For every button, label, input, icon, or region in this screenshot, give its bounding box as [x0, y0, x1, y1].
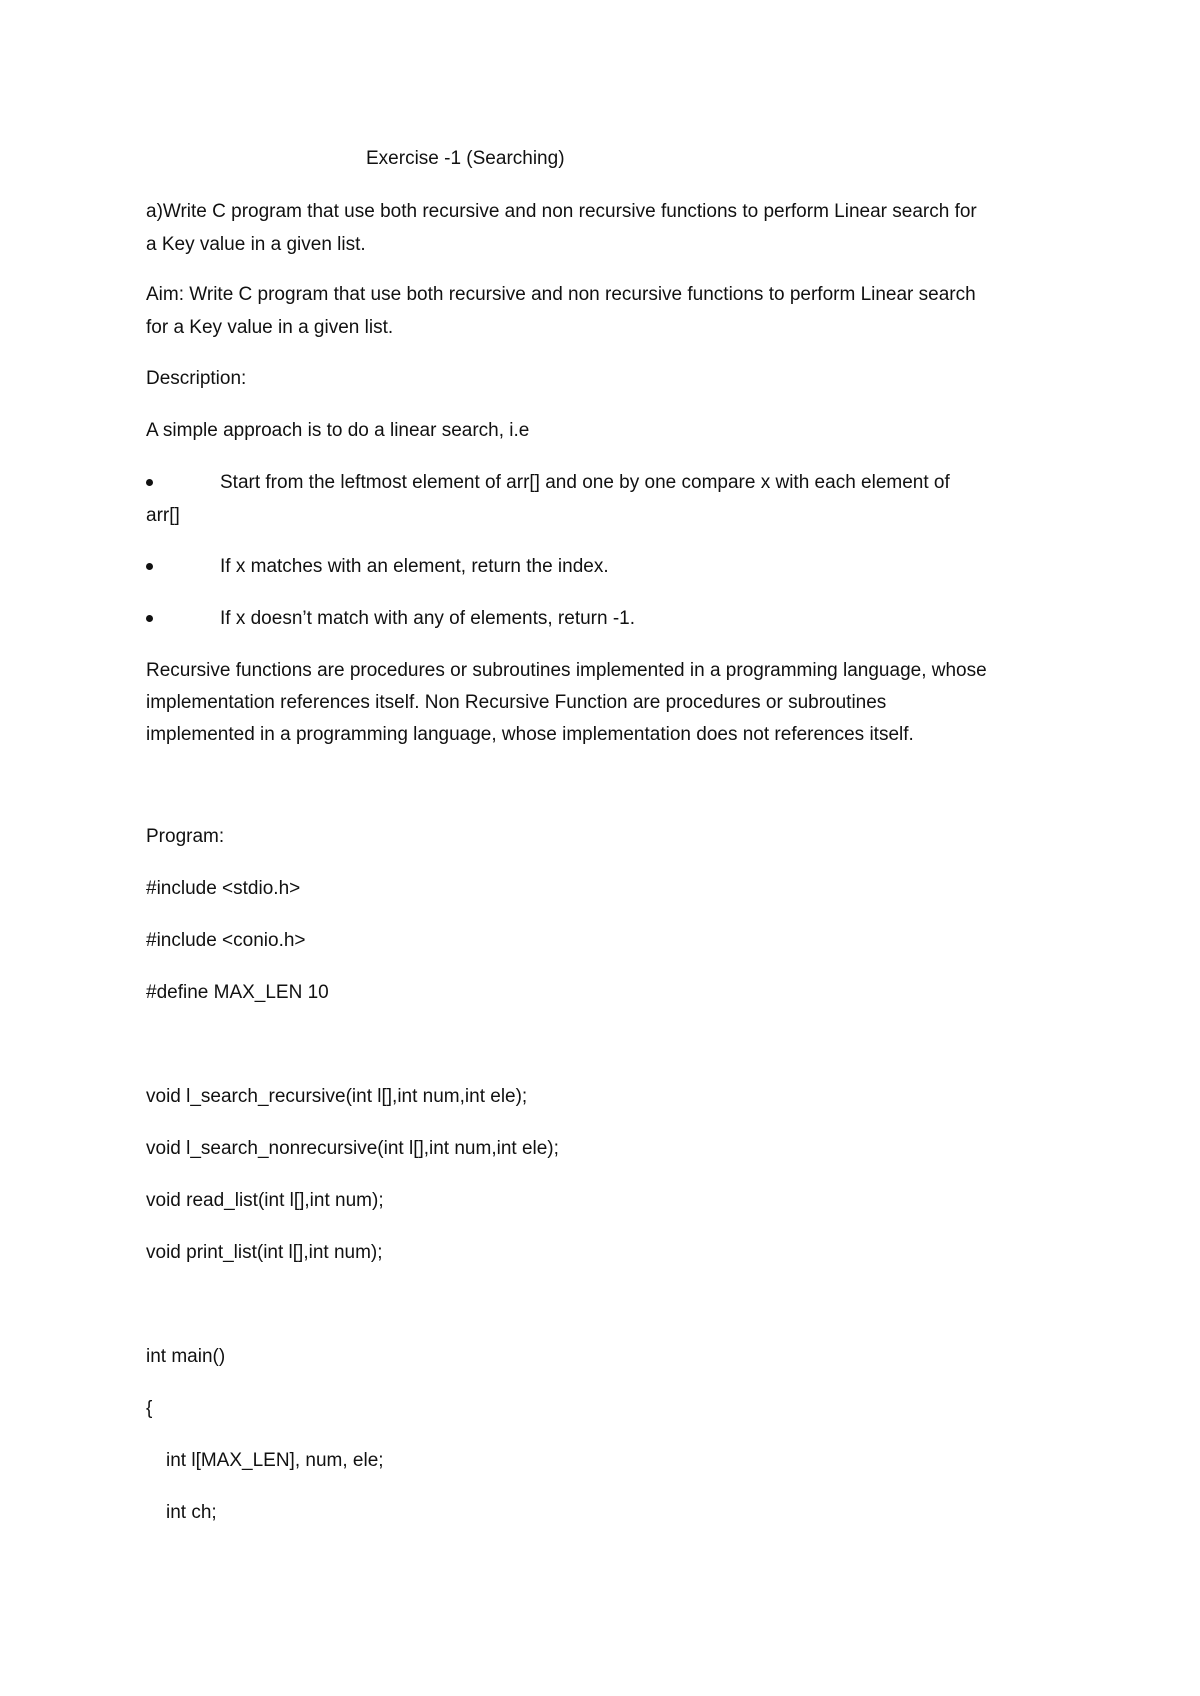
paragraph-line-3: implemented in a programming language, whose implementation does not references itself. [146, 724, 914, 745]
description-intro: A simple approach is to do a linear search, i.e [146, 420, 530, 441]
question-line-2: a Key value in a given list. [146, 234, 366, 255]
question-line-1: a)Write C program that use both recursive and non recursive functions to perform Linear search for [146, 201, 977, 222]
code-main-signature: int main() [146, 1346, 226, 1367]
code-include-stdio: #include <stdio.h> [146, 878, 301, 899]
program-heading: Program: [146, 826, 225, 847]
code-prototype-recursive: void l_search_recursive(int l[],int num,int ele); [146, 1086, 528, 1107]
code-prototype-read-list: void read_list(int l[],int num); [146, 1190, 384, 1211]
code-include-conio: #include <conio.h> [146, 930, 306, 951]
paragraph-line-1: Recursive functions are procedures or subroutines implemented in a programming language, whose [146, 660, 987, 681]
code-variable-declaration: int l[MAX_LEN], num, ele; [166, 1450, 384, 1471]
code-prototype-print-list: void print_list(int l[],int num); [146, 1242, 383, 1263]
bullet-icon [146, 615, 153, 622]
exercise-title: Exercise -1 (Searching) [366, 148, 565, 169]
bullet-3-text: If x doesn’t match with any of elements, return -1. [220, 608, 636, 629]
bullet-2-text: If x matches with an element, return the index. [220, 556, 609, 577]
paragraph-line-2: implementation references itself. Non Recursive Function are procedures or subroutines [146, 692, 887, 713]
code-prototype-nonrecursive: void l_search_nonrecursive(int l[],int num,int ele); [146, 1138, 559, 1159]
bullet-1-text: Start from the leftmost element of arr[] and one by one compare x with each element of [220, 472, 950, 493]
bullet-1-continuation: arr[] [146, 505, 180, 526]
code-choice-declaration: int ch; [166, 1502, 217, 1523]
code-open-brace: { [146, 1398, 153, 1419]
aim-line-1: Aim: Write C program that use both recursive and non recursive functions to perform Linear search [146, 284, 976, 305]
description-heading: Description: [146, 368, 247, 389]
code-define-max-len: #define MAX_LEN 10 [146, 982, 329, 1003]
aim-line-2: for a Key value in a given list. [146, 317, 394, 338]
bullet-icon [146, 563, 153, 570]
bullet-icon [146, 479, 153, 486]
